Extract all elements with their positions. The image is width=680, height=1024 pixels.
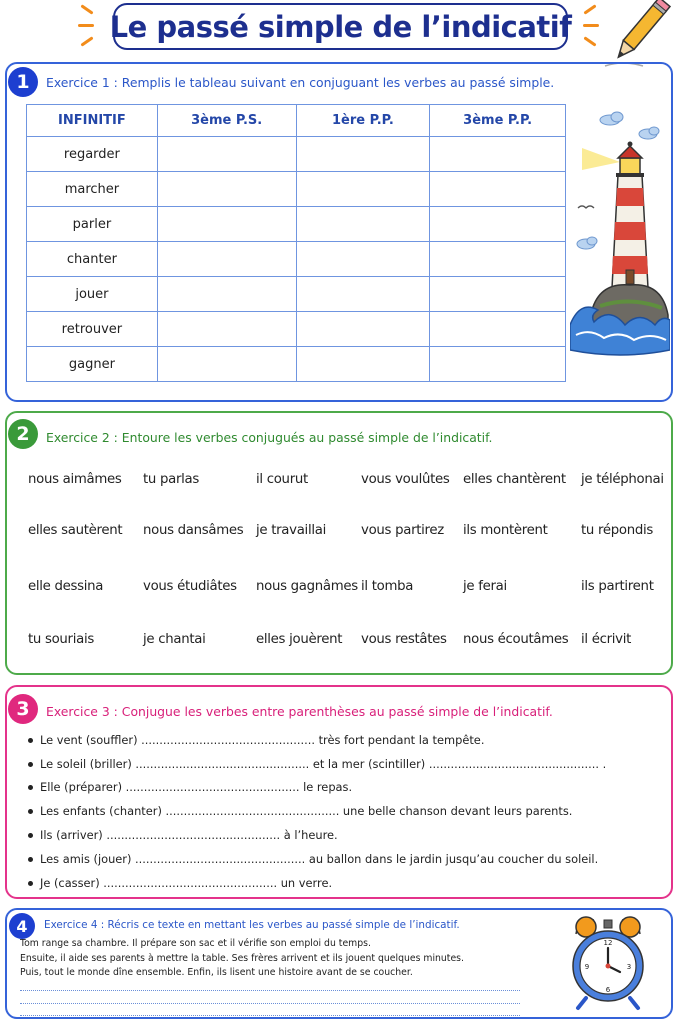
verb-choice[interactable]: nous écoutâmes: [463, 632, 569, 647]
verb-choice[interactable]: elles sautèrent: [28, 523, 123, 538]
svg-text:12: 12: [603, 939, 613, 947]
pencil-icon: [603, 0, 671, 70]
exercise-4-number: 4: [9, 913, 35, 939]
exercise-2-number: 2: [8, 419, 38, 449]
answer-cell[interactable]: [157, 137, 296, 172]
title-area: [0, 0, 680, 56]
answer-cell[interactable]: [296, 242, 430, 277]
alarm-clock-icon: [566, 912, 650, 1012]
verb-choice[interactable]: tu parlas: [143, 472, 199, 487]
source-text-line: Ensuite, il aide ses parents à mettre la table. Ses frères arrivent et ils jouent quelques minutes.: [20, 953, 464, 964]
answer-cell[interactable]: [296, 207, 430, 242]
answer-cell[interactable]: [430, 137, 566, 172]
table-row: [27, 172, 566, 207]
exercise-3-number: 3: [8, 694, 38, 724]
verb-choice[interactable]: je chantai: [143, 632, 206, 647]
verb-infinitive: jouer: [27, 277, 158, 312]
spark-line: [583, 36, 596, 46]
verb-choice[interactable]: ils partirent: [581, 579, 654, 594]
bullet: [28, 809, 33, 814]
bullet: [28, 785, 33, 790]
verb-choice[interactable]: vous étudiâtes: [143, 579, 237, 594]
verb-choice[interactable]: vous restâtes: [361, 632, 447, 647]
verb-infinitive: parler: [27, 207, 158, 242]
sentence-text[interactable]: Elle (préparer) ................................................ le repas.: [40, 780, 353, 794]
sentence-line: [28, 780, 352, 794]
table-row: [27, 347, 566, 382]
verb-choice[interactable]: nous dansâmes: [143, 523, 244, 538]
sentence-text[interactable]: Le soleil (briller) ................................................ et la mer (scintiller) ............................................... .: [40, 757, 607, 771]
spark-line: [80, 4, 93, 14]
spark-line: [80, 36, 93, 46]
table-header: INFINITIF: [27, 105, 158, 137]
spark-line: [78, 24, 94, 27]
bullet: [28, 738, 33, 743]
answer-cell[interactable]: [430, 207, 566, 242]
table-header: 3ème P.S.: [157, 105, 296, 137]
verb-choice[interactable]: nous aimâmes: [28, 472, 122, 487]
source-text-line: Puis, tout le monde dîne ensemble. Enfin, ils lisent une histoire avant de se coucher.: [20, 967, 413, 978]
answer-cell[interactable]: [157, 207, 296, 242]
sentence-text[interactable]: Les amis (jouer) ............................................... au ballon dans le jardin jusqu’au coucher du soleil.: [40, 852, 599, 866]
sentence-line: [28, 733, 484, 747]
verb-infinitive: chanter: [27, 242, 158, 277]
answer-line[interactable]: [20, 990, 520, 991]
verb-infinitive: retrouver: [27, 312, 158, 347]
answer-cell[interactable]: [296, 347, 430, 382]
table-row: [27, 277, 566, 312]
table-header: 3ème P.P.: [430, 105, 566, 137]
answer-cell[interactable]: [430, 347, 566, 382]
sentence-line: [28, 876, 332, 890]
answer-cell[interactable]: [157, 277, 296, 312]
conjugation-table: [26, 104, 566, 382]
exercise-2-heading: Exercice 2 : Entoure les verbes conjugués au passé simple de l’indicatif.: [46, 430, 493, 445]
sentence-text[interactable]: Je (casser) ................................................ un verre.: [40, 876, 333, 890]
table-header: 1ère P.P.: [296, 105, 430, 137]
sentence-text[interactable]: Ils (arriver) ................................................ à l’heure.: [40, 828, 338, 842]
svg-text:6: 6: [605, 986, 611, 994]
sentence-text[interactable]: Les enfants (chanter) ................................................ une belle chanson devant leurs parents.: [40, 804, 573, 818]
answer-cell[interactable]: [430, 172, 566, 207]
table-row: [27, 242, 566, 277]
table-row: [27, 137, 566, 172]
table-row: [27, 312, 566, 347]
verb-choice[interactable]: je téléphonai: [581, 472, 664, 487]
spark-line: [583, 24, 599, 27]
bullet: [28, 833, 33, 838]
exercise-3-heading: Exercice 3 : Conjugue les verbes entre parenthèses au passé simple de l’indicatif.: [46, 704, 553, 719]
verb-choice[interactable]: elles chantèrent: [463, 472, 566, 487]
answer-cell[interactable]: [296, 137, 430, 172]
verb-choice[interactable]: il tomba: [361, 579, 414, 594]
verb-choice[interactable]: vous voulûtes: [361, 472, 450, 487]
sentence-line: [28, 804, 572, 818]
bullet: [28, 881, 33, 886]
verb-choice[interactable]: il courut: [256, 472, 308, 487]
answer-cell[interactable]: [157, 347, 296, 382]
sentence-text[interactable]: Le vent (souffler) ................................................ très fort pendant la tempête.: [40, 733, 485, 747]
table-row: [27, 207, 566, 242]
bullet: [28, 762, 33, 767]
sentence-line: [28, 828, 338, 842]
bullet: [28, 857, 33, 862]
answer-cell[interactable]: [296, 312, 430, 347]
answer-cell[interactable]: [157, 312, 296, 347]
sentence-line: [28, 757, 606, 771]
svg-text:3: 3: [626, 963, 632, 971]
verb-choice[interactable]: il écrivit: [581, 632, 632, 647]
verb-choice[interactable]: tu répondis: [581, 523, 653, 538]
exercise-1-heading: Exercice 1 : Remplis le tableau suivant en conjuguant les verbes au passé simple.: [46, 75, 555, 90]
verb-choice[interactable]: tu souriais: [28, 632, 94, 647]
answer-cell[interactable]: [430, 277, 566, 312]
verb-infinitive: gagner: [27, 347, 158, 382]
verb-choice[interactable]: elles jouèrent: [256, 632, 343, 647]
verb-choice[interactable]: nous gagnâmes: [256, 579, 358, 594]
title-box: [109, 3, 572, 50]
verb-choice[interactable]: ils montèrent: [463, 523, 548, 538]
lighthouse-illustration: [570, 110, 670, 365]
answer-line[interactable]: [20, 1015, 520, 1016]
verb-choice[interactable]: je ferai: [463, 579, 507, 594]
answer-line[interactable]: [20, 1003, 520, 1004]
answer-cell[interactable]: [430, 312, 566, 347]
verb-infinitive: regarder: [27, 137, 158, 172]
answer-cell[interactable]: [157, 242, 296, 277]
source-text-line: Tom range sa chambre. Il prépare son sac et il vérifie son emploi du temps.: [20, 938, 371, 949]
spark-line: [583, 4, 596, 14]
answer-cell[interactable]: [296, 277, 430, 312]
verb-choice[interactable]: je travaillai: [256, 523, 326, 538]
verb-infinitive: marcher: [27, 172, 158, 207]
answer-cell[interactable]: [296, 172, 430, 207]
page-title: Le passé simple de l’indicatif: [109, 9, 572, 44]
verb-choice[interactable]: vous partirez: [361, 523, 444, 538]
sentence-line: [28, 852, 598, 866]
verb-choice[interactable]: elle dessina: [28, 579, 104, 594]
answer-cell[interactable]: [157, 172, 296, 207]
exercise-1-number: 1: [8, 67, 38, 97]
exercise-4-heading: Exercice 4 : Récris ce texte en mettant les verbes au passé simple de l’indicatif.: [44, 919, 460, 931]
svg-text:9: 9: [584, 963, 590, 971]
answer-cell[interactable]: [430, 242, 566, 277]
